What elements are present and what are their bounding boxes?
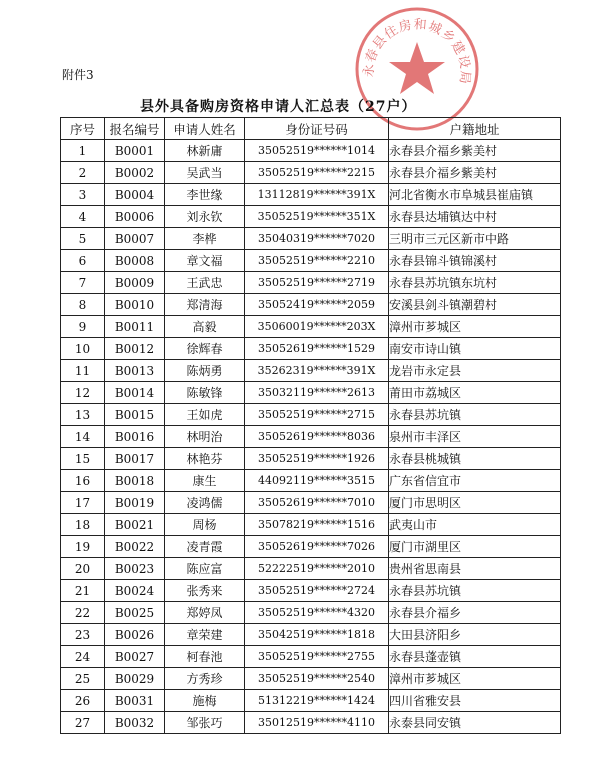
row-address: 安溪县剑斗镇潮碧村 — [389, 294, 561, 316]
row-address: 四川省雅安县 — [389, 690, 561, 712]
table-row — [61, 382, 561, 404]
row-address: 永春县桃城镇 — [389, 448, 561, 470]
row-id-number: 35052519******1926 — [245, 448, 389, 470]
row-code: B0009 — [105, 272, 165, 294]
row-id-number: 35052519******1014 — [245, 140, 389, 162]
row-code: B0018 — [105, 470, 165, 492]
row-address: 永春县介福乡紫美村 — [389, 162, 561, 184]
col-header-id: 身份证号码 — [245, 118, 389, 140]
table-row — [61, 558, 561, 580]
table-row — [61, 690, 561, 712]
row-id-number: 35052519******2540 — [245, 668, 389, 690]
table-row — [61, 668, 561, 690]
row-code: B0023 — [105, 558, 165, 580]
row-id-number: 35052619******8036 — [245, 426, 389, 448]
table-row — [61, 602, 561, 624]
row-code: B0019 — [105, 492, 165, 514]
row-id-number: 51312219******1424 — [245, 690, 389, 712]
row-id-number: 35052519******2215 — [245, 162, 389, 184]
seal-text: 永春县住房和城乡建设局 — [361, 17, 473, 86]
row-number: 26 — [61, 690, 105, 712]
row-number: 9 — [61, 316, 105, 338]
row-number: 2 — [61, 162, 105, 184]
row-number: 23 — [61, 624, 105, 646]
applicant-table — [60, 117, 561, 734]
row-name: 高毅 — [165, 316, 245, 338]
table-row — [61, 206, 561, 228]
row-number: 15 — [61, 448, 105, 470]
row-id-number: 35262319******391X — [245, 360, 389, 382]
row-address: 永泰县同安镇 — [389, 712, 561, 734]
row-number: 27 — [61, 712, 105, 734]
row-number: 1 — [61, 140, 105, 162]
row-number: 5 — [61, 228, 105, 250]
table-row — [61, 712, 561, 734]
row-id-number: 35060019******203X — [245, 316, 389, 338]
row-code: B0029 — [105, 668, 165, 690]
row-name: 凌鸿儒 — [165, 492, 245, 514]
row-name: 林新庸 — [165, 140, 245, 162]
row-code: B0027 — [105, 646, 165, 668]
row-code: B0002 — [105, 162, 165, 184]
row-code: B0010 — [105, 294, 165, 316]
col-header-code: 报名编号 — [105, 118, 165, 140]
row-name: 王武忠 — [165, 272, 245, 294]
row-id-number: 35032119******2613 — [245, 382, 389, 404]
row-address: 厦门市湖里区 — [389, 536, 561, 558]
seal-star-icon — [389, 42, 445, 94]
row-name: 林艳芬 — [165, 448, 245, 470]
row-code: B0017 — [105, 448, 165, 470]
row-address: 漳州市芗城区 — [389, 316, 561, 338]
table-row — [61, 140, 561, 162]
row-address: 永春县介福乡 — [389, 602, 561, 624]
table-row — [61, 272, 561, 294]
table-row — [61, 448, 561, 470]
row-code: B0031 — [105, 690, 165, 712]
row-number: 10 — [61, 338, 105, 360]
row-number: 18 — [61, 514, 105, 536]
table-row — [61, 536, 561, 558]
row-address: 武夷山市 — [389, 514, 561, 536]
row-code: B0001 — [105, 140, 165, 162]
table-row — [61, 624, 561, 646]
row-code: B0025 — [105, 602, 165, 624]
row-name: 张秀来 — [165, 580, 245, 602]
row-id-number: 35012519******4110 — [245, 712, 389, 734]
row-address: 漳州市芗城区 — [389, 668, 561, 690]
table-row — [61, 360, 561, 382]
row-number: 17 — [61, 492, 105, 514]
row-address: 永春县蓬壶镇 — [389, 646, 561, 668]
row-id-number: 13112819******391X — [245, 184, 389, 206]
row-name: 陈炳勇 — [165, 360, 245, 382]
row-address: 永春县锦斗镇锦溪村 — [389, 250, 561, 272]
row-number: 8 — [61, 294, 105, 316]
row-number: 25 — [61, 668, 105, 690]
row-code: B0022 — [105, 536, 165, 558]
col-header-name: 申请人姓名 — [165, 118, 245, 140]
table-row — [61, 514, 561, 536]
row-address: 永春县苏坑镇 — [389, 580, 561, 602]
row-number: 3 — [61, 184, 105, 206]
row-id-number: 35052419******2059 — [245, 294, 389, 316]
table-row — [61, 426, 561, 448]
row-address: 南安市诗山镇 — [389, 338, 561, 360]
row-code: B0026 — [105, 624, 165, 646]
row-name: 周杨 — [165, 514, 245, 536]
col-header-address: 户籍地址 — [389, 118, 561, 140]
row-code: B0012 — [105, 338, 165, 360]
row-code: B0024 — [105, 580, 165, 602]
row-address: 莆田市荔城区 — [389, 382, 561, 404]
table-row — [61, 580, 561, 602]
row-code: B0013 — [105, 360, 165, 382]
row-id-number: 35052519******2210 — [245, 250, 389, 272]
row-address: 泉州市丰泽区 — [389, 426, 561, 448]
row-number: 16 — [61, 470, 105, 492]
row-number: 19 — [61, 536, 105, 558]
row-code: B0011 — [105, 316, 165, 338]
row-name: 方秀珍 — [165, 668, 245, 690]
row-name: 凌青霞 — [165, 536, 245, 558]
row-code: B0004 — [105, 184, 165, 206]
row-id-number: 35040319******7020 — [245, 228, 389, 250]
table-row — [61, 338, 561, 360]
row-id-number: 35052519******2724 — [245, 580, 389, 602]
row-address: 三明市三元区新市中路 — [389, 228, 561, 250]
row-number: 4 — [61, 206, 105, 228]
row-id-number: 44092119******3515 — [245, 470, 389, 492]
row-id-number: 35052619******1529 — [245, 338, 389, 360]
row-number: 7 — [61, 272, 105, 294]
row-name: 康生 — [165, 470, 245, 492]
row-address: 龙岩市永定县 — [389, 360, 561, 382]
col-header-number: 序号 — [61, 118, 105, 140]
row-id-number: 35042519******1818 — [245, 624, 389, 646]
table-row — [61, 492, 561, 514]
row-number: 6 — [61, 250, 105, 272]
row-number: 24 — [61, 646, 105, 668]
annex-label: 附件3 — [62, 68, 94, 82]
row-address: 河北省衡水市阜城县崔庙镇 — [389, 184, 561, 206]
row-code: B0007 — [105, 228, 165, 250]
row-id-number: 35052619******7010 — [245, 492, 389, 514]
row-number: 20 — [61, 558, 105, 580]
row-name: 刘永钦 — [165, 206, 245, 228]
row-name: 李桦 — [165, 228, 245, 250]
row-address: 广东省信宜市 — [389, 470, 561, 492]
table-row — [61, 470, 561, 492]
row-name: 陈敏锋 — [165, 382, 245, 404]
row-id-number: 35052519******351X — [245, 206, 389, 228]
row-address: 永春县苏坑镇 — [389, 404, 561, 426]
row-name: 章文福 — [165, 250, 245, 272]
row-id-number: 35052619******7026 — [245, 536, 389, 558]
table-row — [61, 404, 561, 426]
row-address: 厦门市思明区 — [389, 492, 561, 514]
row-id-number: 35052519******2715 — [245, 404, 389, 426]
row-name: 陈应富 — [165, 558, 245, 580]
row-id-number: 35052519******2719 — [245, 272, 389, 294]
row-code: B0015 — [105, 404, 165, 426]
row-name: 李世缘 — [165, 184, 245, 206]
row-code: B0008 — [105, 250, 165, 272]
row-id-number: 35052519******2755 — [245, 646, 389, 668]
table-row — [61, 294, 561, 316]
row-name: 郑清海 — [165, 294, 245, 316]
table-row — [61, 250, 561, 272]
row-id-number: 35052519******4320 — [245, 602, 389, 624]
table-row — [61, 316, 561, 338]
table-row — [61, 162, 561, 184]
row-name: 郑婷凤 — [165, 602, 245, 624]
row-id-number: 52222519******2010 — [245, 558, 389, 580]
row-name: 王如虎 — [165, 404, 245, 426]
row-address: 大田县济阳乡 — [389, 624, 561, 646]
row-number: 21 — [61, 580, 105, 602]
row-id-number: 35078219******1516 — [245, 514, 389, 536]
row-name: 章荣建 — [165, 624, 245, 646]
row-code: B0021 — [105, 514, 165, 536]
row-number: 13 — [61, 404, 105, 426]
table-header-row — [61, 118, 561, 140]
row-code: B0014 — [105, 382, 165, 404]
row-name: 施梅 — [165, 690, 245, 712]
table-row — [61, 646, 561, 668]
row-address: 永春县达埔镇达中村 — [389, 206, 561, 228]
table-row — [61, 228, 561, 250]
row-name: 徐辉春 — [165, 338, 245, 360]
row-address: 永春县介福乡紫美村 — [389, 140, 561, 162]
row-name: 邹张巧 — [165, 712, 245, 734]
row-name: 柯春池 — [165, 646, 245, 668]
row-number: 12 — [61, 382, 105, 404]
row-name: 林明治 — [165, 426, 245, 448]
page-title: 县外具备购房资格申请人汇总表（27户） — [140, 99, 417, 115]
row-number: 11 — [61, 360, 105, 382]
row-address: 贵州省思南县 — [389, 558, 561, 580]
row-code: B0006 — [105, 206, 165, 228]
row-name: 吴武当 — [165, 162, 245, 184]
row-code: B0016 — [105, 426, 165, 448]
table-row — [61, 184, 561, 206]
row-number: 14 — [61, 426, 105, 448]
row-address: 永春县苏坑镇东坑村 — [389, 272, 561, 294]
row-number: 22 — [61, 602, 105, 624]
row-code: B0032 — [105, 712, 165, 734]
